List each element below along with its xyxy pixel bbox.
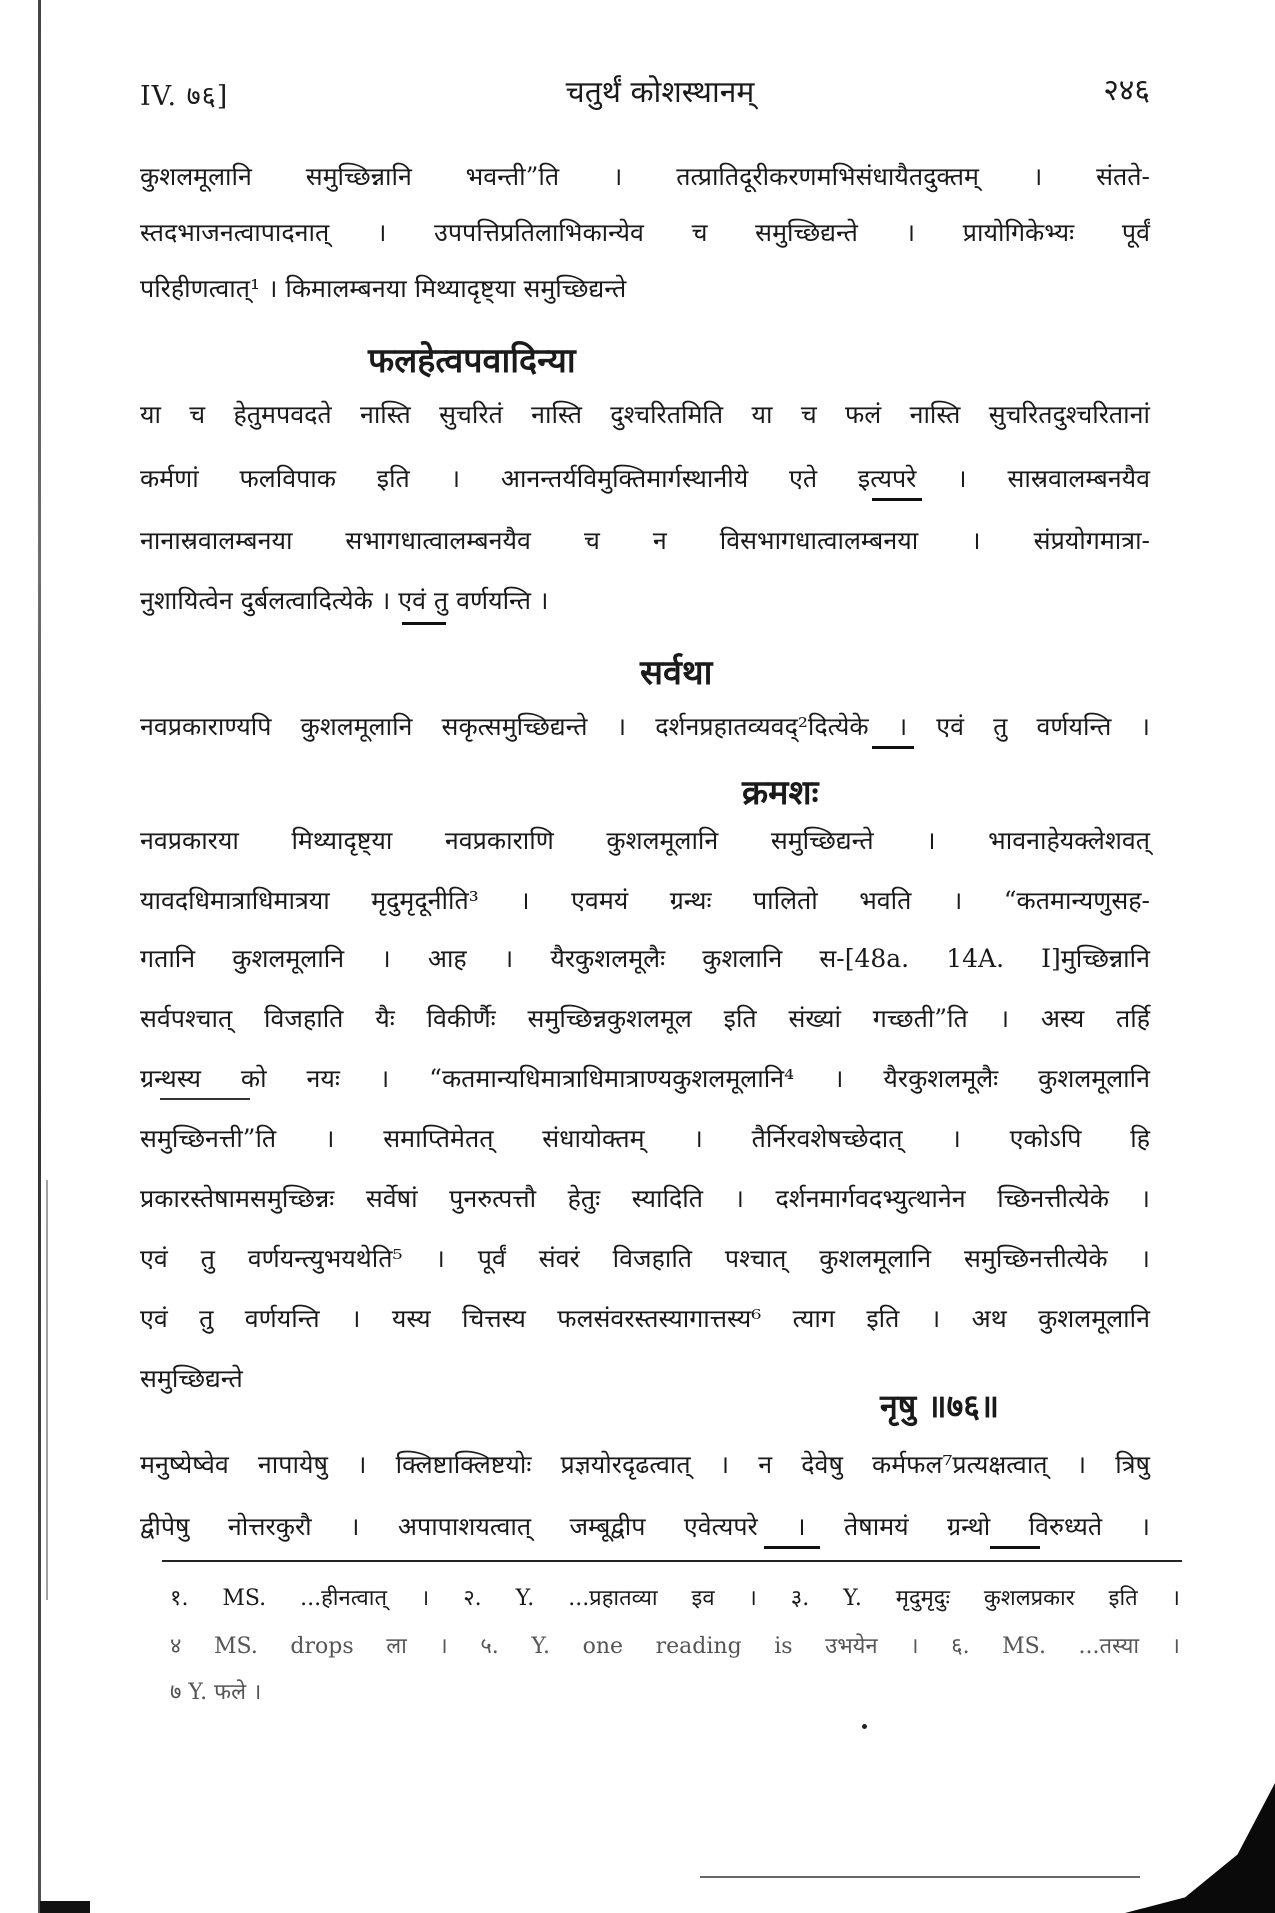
- text-line: स्तदभाजनत्वापादनात् । उपपत्तिप्रतिलाभिकान्येव च समुच्छिद्यन्ते । प्रायोगिकेभ्यः पूर्वं: [140, 218, 1150, 247]
- footnote-line: ४ MS. drops ला । ५. Y. one reading is उभयेन । ६. MS. ...तस्या ।: [170, 1634, 1180, 1659]
- text-line: नुशायित्वेन दुर्बलत्वादित्येके । एवं तु वर्णयन्ति ।: [140, 586, 549, 615]
- page-number: २४६: [1103, 73, 1150, 108]
- text-line: प्रकारस्तेषामसमुच्छिन्नः सर्वेषां पुनरुत्पत्तौ हेतुः स्यादिति । दर्शनमार्गवदभ्युत्थानेन च्छिनत्तीत्येके ।: [140, 1184, 1150, 1213]
- page-corner-shadow: [1125, 1783, 1275, 1913]
- section-heading: फलहेत्वपवादिन्या: [368, 341, 576, 381]
- running-title: चतुर्थं कोशस्थानम्: [565, 75, 755, 110]
- page-binding-shadow: [46, 1180, 48, 1600]
- footnote-line: ७ Y. फले ।: [170, 1680, 262, 1705]
- section-reference: IV. ७६]: [140, 81, 229, 112]
- text-line: यावदधिमात्राधिमात्रया मृदुमृदूनीति³ । एवमयं ग्रन्थः पालितो भवति । “कतमान्यणुसह-: [140, 886, 1150, 915]
- section-heading: सर्वथा: [640, 653, 713, 693]
- page-header: [140, 66, 1180, 116]
- text-line: परिहीणत्वात्¹ । किमालम्बनया मिथ्यादृष्ट्या समुच्छिद्यन्ते: [140, 274, 627, 303]
- underline-mark: [872, 746, 914, 749]
- underline-mark: [160, 1098, 250, 1100]
- text-line: नानास्रवालम्बनया सभागधात्वालम्बनयैव च न विसभागधात्वालम्बनया । संप्रयोगमात्रा-: [140, 526, 1150, 555]
- text-line: द्वीपेषु नोत्तरकुरौ । अपापाशयत्वात् जम्बूद्वीप एवेत्यपरे । तेषामयं ग्रन्थो विरुध्यते ।: [140, 1512, 1150, 1541]
- text-line: समुच्छिद्यन्ते: [140, 1364, 243, 1393]
- text-line: गतानि कुशलमूलानि । आह । यैरकुशलमूलैः कुशलानि स-[48a. 14A. I]मुच्छिन्नानि: [140, 944, 1150, 973]
- footnote-rule: [162, 1560, 1182, 1562]
- page-bottom-rule: [700, 1876, 1140, 1878]
- stray-mark: [862, 1724, 867, 1729]
- verse-reference: नृषु ॥७६॥: [880, 1387, 1000, 1425]
- text-line: मनुष्येष्वेव नापायेषु । क्लिष्टाक्लिष्टयोः प्रज्ञयोरदृढत्वात् । न देवेषु कर्मफल⁷प्रत्यक्षत्वात् । त्रिषु: [140, 1450, 1150, 1479]
- text-line: समुच्छिनत्ती”ति । समाप्तिमेतत् संधायोक्तम् । तैर्निरवशेषच्छेदात् । एकोऽपि हि: [140, 1124, 1150, 1153]
- underline-mark: [402, 622, 446, 625]
- text-line: कुशलमूलानि समुच्छिन्नानि भवन्ती”ति । तत्प्रातिदूरीकरणमभिसंधायैतदुक्तम् । संतते-: [140, 162, 1150, 191]
- text-line: एवं तु वर्णयन्ति । यस्य चित्तस्य फलसंवरस्तस्यागात्तस्य⁶ त्याग इति । अथ कुशलमूलानि: [140, 1304, 1150, 1333]
- text-line: या च हेतुमपवदते नास्ति सुचरितं नास्ति दुश्चरितमिति या च फलं नास्ति सुचरितदुश्चरितानां: [140, 400, 1150, 429]
- text-line: ग्रन्थस्य को नयः । “कतमान्यधिमात्राधिमात्राण्यकुशलमूलानि⁴ । यैरकुशलमूलैः कुशलमूलानि: [140, 1064, 1150, 1093]
- underline-mark: [872, 498, 922, 501]
- page-binding-edge: [38, 0, 41, 1913]
- footnote-line: १. MS. ...हीनत्वात् । २. Y. ...प्रहातव्या इव । ३. Y. मृदुमृदुः कुशलप्रकार इति ।: [170, 1586, 1180, 1611]
- page-bottom-mark: [40, 1901, 90, 1913]
- text-line: सर्वपश्चात् विजहाति यैः विकीर्णैः समुच्छिन्नकुशलमूल इति संख्यां गच्छती”ति । अस्य तर्हि: [140, 1004, 1150, 1033]
- underline-mark: [990, 1546, 1040, 1549]
- text-line: कर्मणां फलविपाक इति । आनन्तर्यविमुक्तिमार्गस्थानीये एते इत्यपरे । सास्रवालम्बनयैव: [140, 464, 1150, 493]
- text-line: नवप्रकाराण्यपि कुशलमूलानि सकृत्समुच्छिद्यन्ते । दर्शनप्रहातव्यवद्²दित्येके । एवं तु वर्णयन्ति ।: [140, 712, 1150, 741]
- text-line: नवप्रकारया मिथ्यादृष्ट्या नवप्रकाराणि कुशलमूलानि समुच्छिद्यन्ते । भावनाहेयक्लेशवत्: [140, 826, 1150, 855]
- text-line: एवं तु वर्णयन्त्युभयथेति⁵ । पूर्वं संवरं विजहाति पश्चात् कुशलमूलानि समुच्छिनत्तीत्येके ।: [140, 1244, 1150, 1273]
- underline-mark: [764, 1546, 820, 1549]
- section-heading: क्रमशः: [742, 773, 819, 813]
